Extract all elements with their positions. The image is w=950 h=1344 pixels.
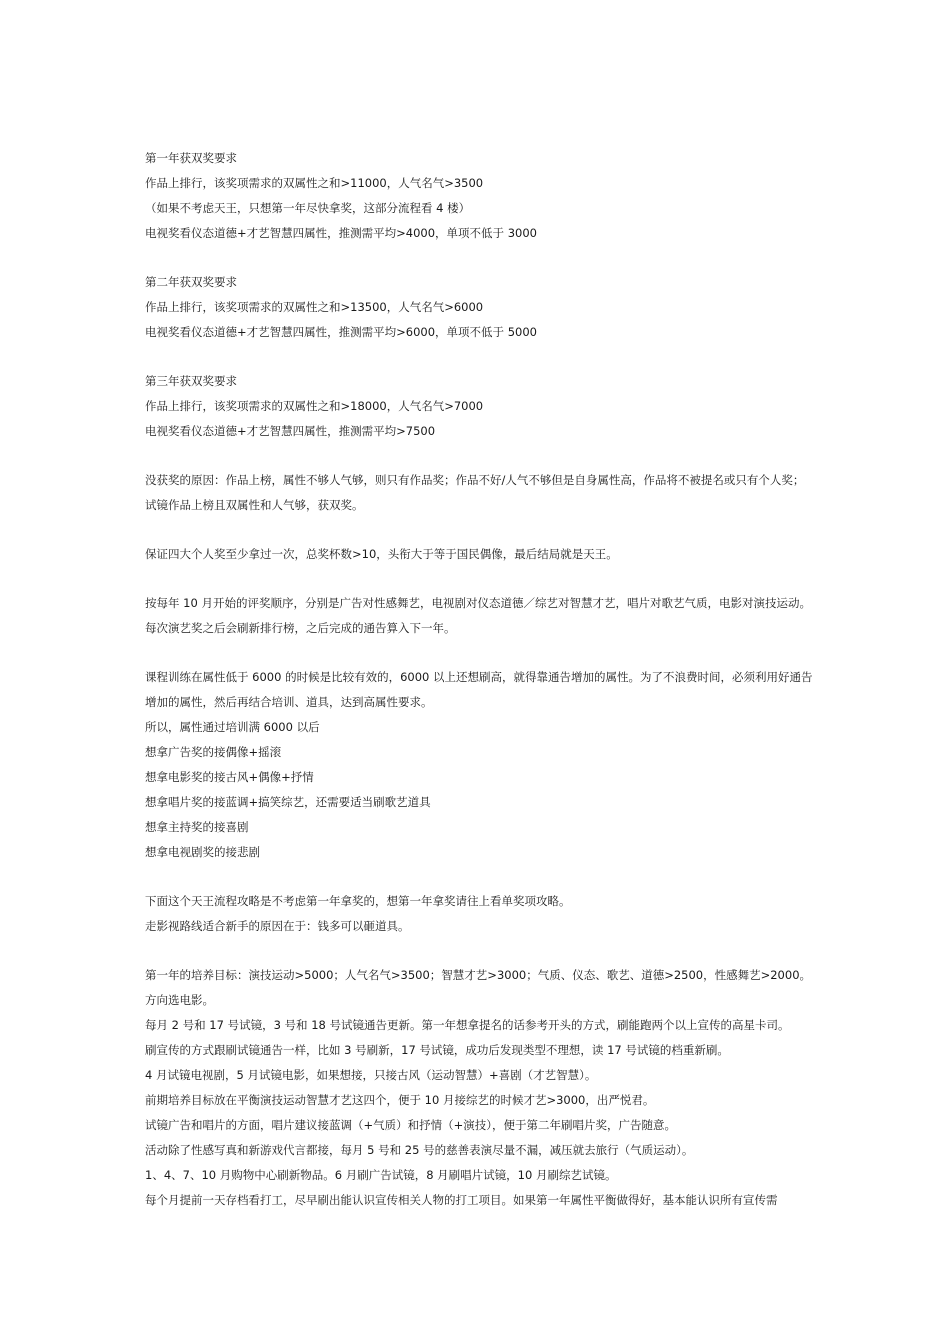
guide-line-2: 走影视路线适合新手的原因在于：钱多可以砸道具。 bbox=[145, 919, 410, 933]
year1-plan-line-7: 试镜广告和唱片的方面，唱片建议接蓝调（+气质）和抒情（+演技），便于第二年刷唱片奖，广告随意。 bbox=[145, 1118, 677, 1132]
year1-title: 第一年获双奖要求 bbox=[145, 151, 237, 165]
year1-line-3: 电视奖看仪态道德+才艺智慧四属性，推测需平均>4000，单项不低于 3000 bbox=[145, 226, 537, 240]
year1-plan-line-3: 每月 2 号和 17 号试镜，3 号和 18 号试镜通告更新。第一年想拿提名的话参考开头的方式，刷能跑两个以上宣传的高星卡司。 bbox=[145, 1018, 790, 1032]
year1-plan-line-4: 刷宣传的方式跟刷试镜通告一样，比如 3 号刷新，17 号试镜，成功后发现类型不理想，读 17 号试镜的档重新刷。 bbox=[145, 1043, 729, 1057]
spacer bbox=[145, 518, 815, 542]
year1-line-1: 作品上排行，该奖项需求的双属性之和>11000，人气名气>3500 bbox=[145, 176, 484, 190]
year1-line-2: （如果不考虑天王，只想第一年尽快拿奖，这部分流程看 4 楼） bbox=[145, 201, 471, 215]
year3-line-2: 电视奖看仪态道德+才艺智慧四属性，推测需平均>7500 bbox=[145, 424, 436, 438]
training-line-2: 所以，属性通过培训满 6000 以后 bbox=[145, 720, 320, 734]
year1-plan-direction: 方向选电影。 bbox=[145, 993, 214, 1007]
guide-line-1: 下面这个天王流程攻略是不考虑第一年拿奖的，想第一年拿奖请往上看单奖项攻略。 bbox=[145, 894, 571, 908]
year3-title: 第三年获双奖要求 bbox=[145, 374, 237, 388]
award-order-paragraph: 按每年 10 月开始的评奖顺序，分别是广告对性感舞艺，电视剧对仪态道德／综艺对智慧才艺，唱片对歌艺气质，电影对演技运动。每次演艺奖之后会刷新排行榜，之后完成的通告算入下一年。 bbox=[145, 596, 811, 635]
year2-line-2: 电视奖看仪态道德+才艺智慧四属性，推测需平均>6000，单项不低于 5000 bbox=[145, 325, 537, 339]
spacer bbox=[145, 641, 815, 665]
training-paragraph: 课程训练在属性低于 6000 的时候是比较有效的，6000 以上还想刷高，就得靠通告增加的属性。为了不浪费时间，必须利用好通告增加的属性，然后再结合培训、道具，达到高属性要求。 bbox=[145, 670, 813, 709]
no-award-reason-paragraph: 没获奖的原因：作品上榜，属性不够人气够，则只有作品奖；作品不好/人气不够但是自身属性高，作品将不被提名或只有个人奖；试镜作品上榜且双属性和人气够，获双奖。 bbox=[145, 473, 805, 512]
spacer bbox=[145, 865, 815, 889]
spacer bbox=[145, 939, 815, 963]
guarantee-paragraph: 保证四大个人奖至少拿过一次，总奖杯数>10，头衔大于等于国民偶像，最后结局就是天王。 bbox=[145, 547, 618, 561]
year1-plan-line-8: 活动除了性感写真和新游戏代言都接，每月 5 号和 25 号的慈善表演尽量不漏，减压就去旅行（气质运动）。 bbox=[145, 1143, 694, 1157]
year1-plan-line-9: 1、4、7、10 月购物中心刷新物品。6 月刷广告试镜，8 月刷唱片试镜，10 月刷综艺试镜。 bbox=[145, 1168, 617, 1182]
year1-plan-line-6: 前期培养目标放在平衡演技运动智慧才艺这四个，便于 10 月接综艺的时候才艺>3000，出严悦君。 bbox=[145, 1093, 655, 1107]
training-line-7: 想拿电视剧奖的接悲剧 bbox=[145, 845, 260, 859]
training-line-4: 想拿电影奖的接古风+偶像+抒情 bbox=[145, 770, 314, 784]
training-line-5: 想拿唱片奖的接蓝调+搞笑综艺，还需要适当刷歌艺道具 bbox=[145, 795, 431, 809]
spacer bbox=[145, 246, 815, 270]
year3-line-1: 作品上排行，该奖项需求的双属性之和>18000，人气名气>7000 bbox=[145, 399, 484, 413]
year1-plan-goal: 第一年的培养目标：演技运动>5000；人气名气>3500；智慧才艺>3000；气质、仪态、歌艺、道德>2500，性感舞艺>2000。 bbox=[145, 968, 812, 982]
year1-plan-line-5: 4 月试镜电视剧，5 月试镜电影，如果想接，只接古风（运动智慧）+喜剧（才艺智慧）。 bbox=[145, 1068, 597, 1082]
year2-line-1: 作品上排行，该奖项需求的双属性之和>13500，人气名气>6000 bbox=[145, 300, 484, 314]
year2-title: 第二年获双奖要求 bbox=[145, 275, 237, 289]
document-body bbox=[145, 146, 815, 1213]
spacer bbox=[145, 444, 815, 468]
spacer bbox=[145, 345, 815, 369]
training-line-3: 想拿广告奖的接偶像+摇滚 bbox=[145, 745, 282, 759]
year1-plan-line-10: 每个月提前一天存档看打工，尽早刷出能认识宣传相关人物的打工项目。如果第一年属性平衡做得好，基本能认识所有宣传需 bbox=[145, 1193, 778, 1207]
spacer bbox=[145, 567, 815, 591]
training-line-6: 想拿主持奖的接喜剧 bbox=[145, 820, 249, 834]
